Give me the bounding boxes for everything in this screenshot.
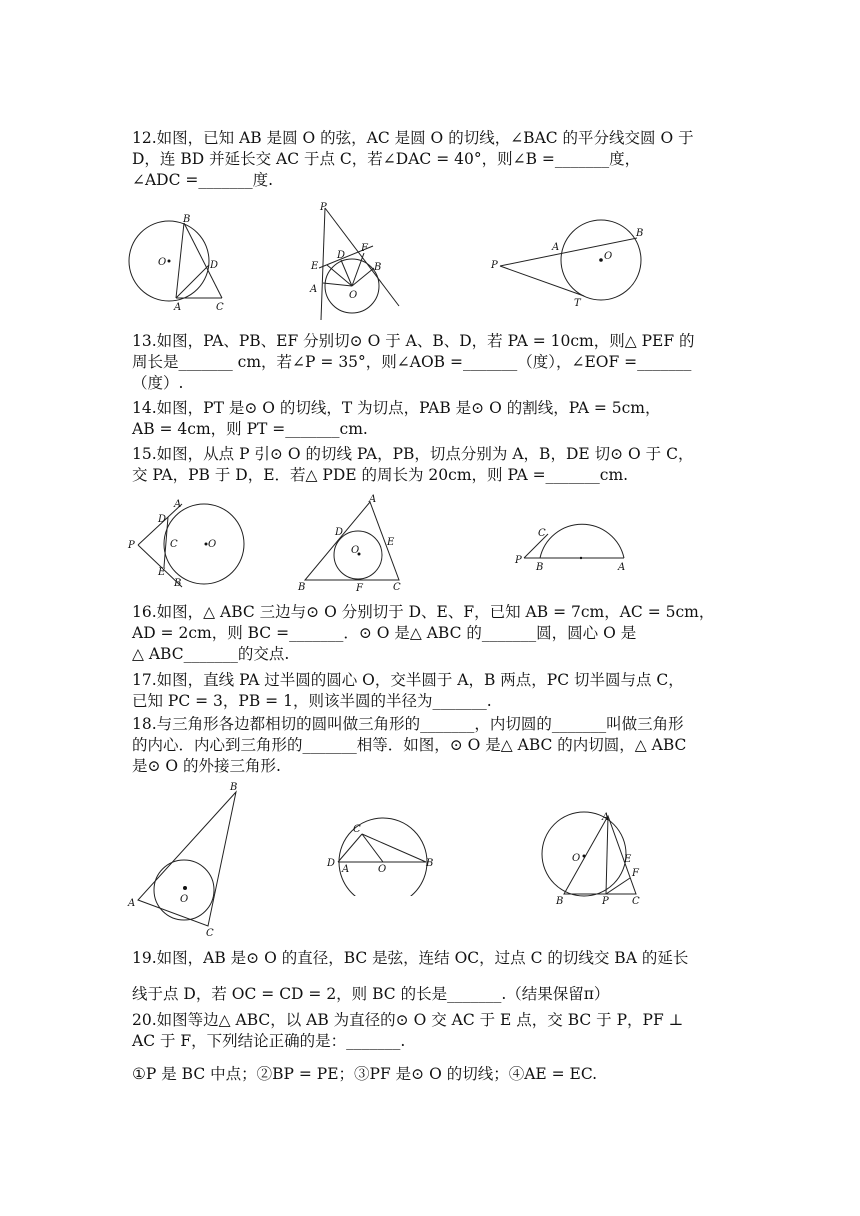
q16-line1: 16.如图，△ ABC 三边与⊙ O 分别切于 D、E、F，已知 AB = 7cm，AC = 5cm， [132, 603, 715, 621]
q13-line2: 周长是_______ cm，若∠P = 35°，则∠AOB =_______（度），∠EOF =_______ [132, 353, 692, 371]
figure-16 [295, 490, 410, 596]
fig20-label: O [572, 853, 581, 864]
q20-line2: AC 于 F，下列结论正确的是：_______. [132, 1032, 406, 1050]
figure-14 [488, 218, 658, 308]
q17-line2: 已知 PC = 3，PB = 1，则该半圆的半径为_______. [132, 692, 492, 710]
fig13-label: A [310, 284, 318, 295]
fig15-label: B [174, 578, 182, 589]
fig18-label: O [180, 894, 189, 905]
fig18-label: C [206, 928, 214, 938]
question-18 [132, 714, 732, 777]
q18-line1: 18.与三角形各边都相切的圆叫做三角形的_______，内切圆的_______叫做三角形 [132, 715, 684, 733]
q12-line2: D，连 BD 并延长交 AC 于点 C，若∠DAC = 40°，则∠B =_______度， [132, 150, 641, 168]
q12-line1: 12.如图，已知 AB 是圆 O 的弦，AC 是圆 O 的切线，∠BAC 的平分线交圆 O 于 [132, 129, 694, 147]
question-13 [132, 331, 732, 394]
question-16 [132, 602, 732, 665]
q16-line3: △ ABC_______的交点. [132, 645, 290, 663]
figure-20 [540, 808, 650, 908]
fig12-label: D [210, 260, 219, 271]
fig17-label: A [618, 562, 626, 573]
figure-19 [322, 816, 444, 896]
q20-line3: ①P 是 BC 中点；②BP = PE；③PF 是⊙ O 的切线；④AE = EC. [132, 1065, 598, 1083]
fig16-label: O [351, 545, 360, 556]
fig16-label: E [387, 537, 395, 548]
fig20-label: P [602, 896, 609, 907]
fig13-label: D [337, 250, 346, 261]
question-17 [132, 670, 732, 712]
fig17-label: P [515, 555, 522, 566]
q20-line1: 20.如图等边△ ABC，以 AB 为直径的⊙ O 交 AC 于 E 点，交 BC 于 P，PF ⊥ [132, 1011, 684, 1029]
q16-line2: AD = 2cm，则 BC =_______．⊙ O 是△ ABC 的_______圆，圆心 O 是 [132, 624, 637, 642]
fig13-label: P [320, 202, 327, 213]
fig19-label: B [426, 858, 434, 869]
fig19-label: O [378, 864, 387, 875]
q12-line3: ∠ADC =_______度. [132, 171, 274, 189]
question-20 [132, 1010, 732, 1085]
fig15-label: A [174, 499, 182, 510]
fig17-label: B [536, 562, 544, 573]
q14-line1: 14.如图，PT 是⊙ O 的切线，T 为切点，PAB 是⊙ O 的割线，PA = 5cm， [132, 399, 661, 417]
figure-12 [126, 214, 236, 314]
fig13-label: O [349, 290, 358, 301]
fig12-label: O [158, 257, 167, 268]
fig18-label: A [128, 898, 136, 909]
q18-line3: 是⊙ O 的外接三角形. [132, 757, 281, 775]
fig13-label: F [361, 243, 368, 254]
figure-17 [512, 512, 637, 574]
fig12-label: C [216, 302, 224, 313]
fig15-label: O [208, 539, 217, 550]
fig16-label: B [298, 582, 306, 593]
fig16-label: F [356, 583, 363, 594]
fig13-label: E [311, 261, 319, 272]
q13-line3: （度）. [132, 374, 184, 392]
q13-line1: 13.如图，PA、PB、EF 分别切⊙ O 于 A、B、D，若 PA = 10cm，则△ PEF 的 [132, 332, 695, 350]
fig20-label: B [556, 896, 564, 907]
fig18-label: B [230, 782, 238, 793]
fig13-label: B [374, 262, 382, 273]
fig20-label: F [632, 868, 639, 879]
fig16-label: A [369, 494, 377, 505]
q17-line1: 17.如图，直线 PA 过半圆的圆心 O，交半圆于 A，B 两点，PC 切半圆与点 C， [132, 671, 684, 689]
fig15-label: C [170, 539, 178, 550]
figure-15 [124, 497, 254, 595]
q19-line2: 线于点 D，若 OC = CD = 2，则 BC 的长是_______.（结果保留π） [132, 985, 610, 1003]
fig15-label: E [158, 567, 166, 578]
fig14-label: T [574, 298, 581, 308]
fig14-label: B [636, 228, 644, 239]
figure-18 [124, 778, 249, 938]
question-19 [132, 940, 732, 1012]
q15-line1: 15.如图，从点 P 引⊙ O 的切线 PA，PB，切点分别为 A，B，DE 切⊙ O 于 C， [132, 445, 694, 463]
fig19-label: A [342, 864, 350, 875]
question-12 [132, 128, 732, 191]
fig19-label: C [353, 824, 361, 835]
fig14-label: O [604, 251, 613, 262]
fig15-label: P [128, 540, 135, 551]
fig12-label: A [174, 302, 182, 313]
q19-line1: 19.如图，AB 是⊙ O 的直径，BC 是弦，连结 OC，过点 C 的切线交 BA 的延长 [132, 949, 689, 967]
fig20-label: A [602, 812, 610, 823]
fig14-label: P [491, 260, 498, 271]
q15-line2: 交 PA，PB 于 D，E．若△ PDE 的周长为 20cm，则 PA =_______cm. [132, 466, 629, 484]
figure-13 [305, 198, 405, 324]
fig16-label: D [335, 527, 344, 538]
q14-line2: AB = 4cm，则 PT =_______cm. [132, 420, 368, 438]
fig17-label: C [538, 528, 546, 539]
question-15 [132, 444, 732, 486]
fig20-label: E [624, 854, 632, 865]
fig15-label: D [158, 514, 167, 525]
q18-line2: 的内心．内心到三角形的_______相等．如图，⊙ O 是△ ABC 的内切圆，△ ABC [132, 736, 687, 754]
fig20-label: C [632, 896, 640, 907]
fig19-label: D [327, 858, 336, 869]
question-14 [132, 398, 732, 440]
fig12-label: B [183, 214, 191, 225]
fig14-label: A [552, 242, 560, 253]
fig16-label: C [393, 582, 401, 593]
